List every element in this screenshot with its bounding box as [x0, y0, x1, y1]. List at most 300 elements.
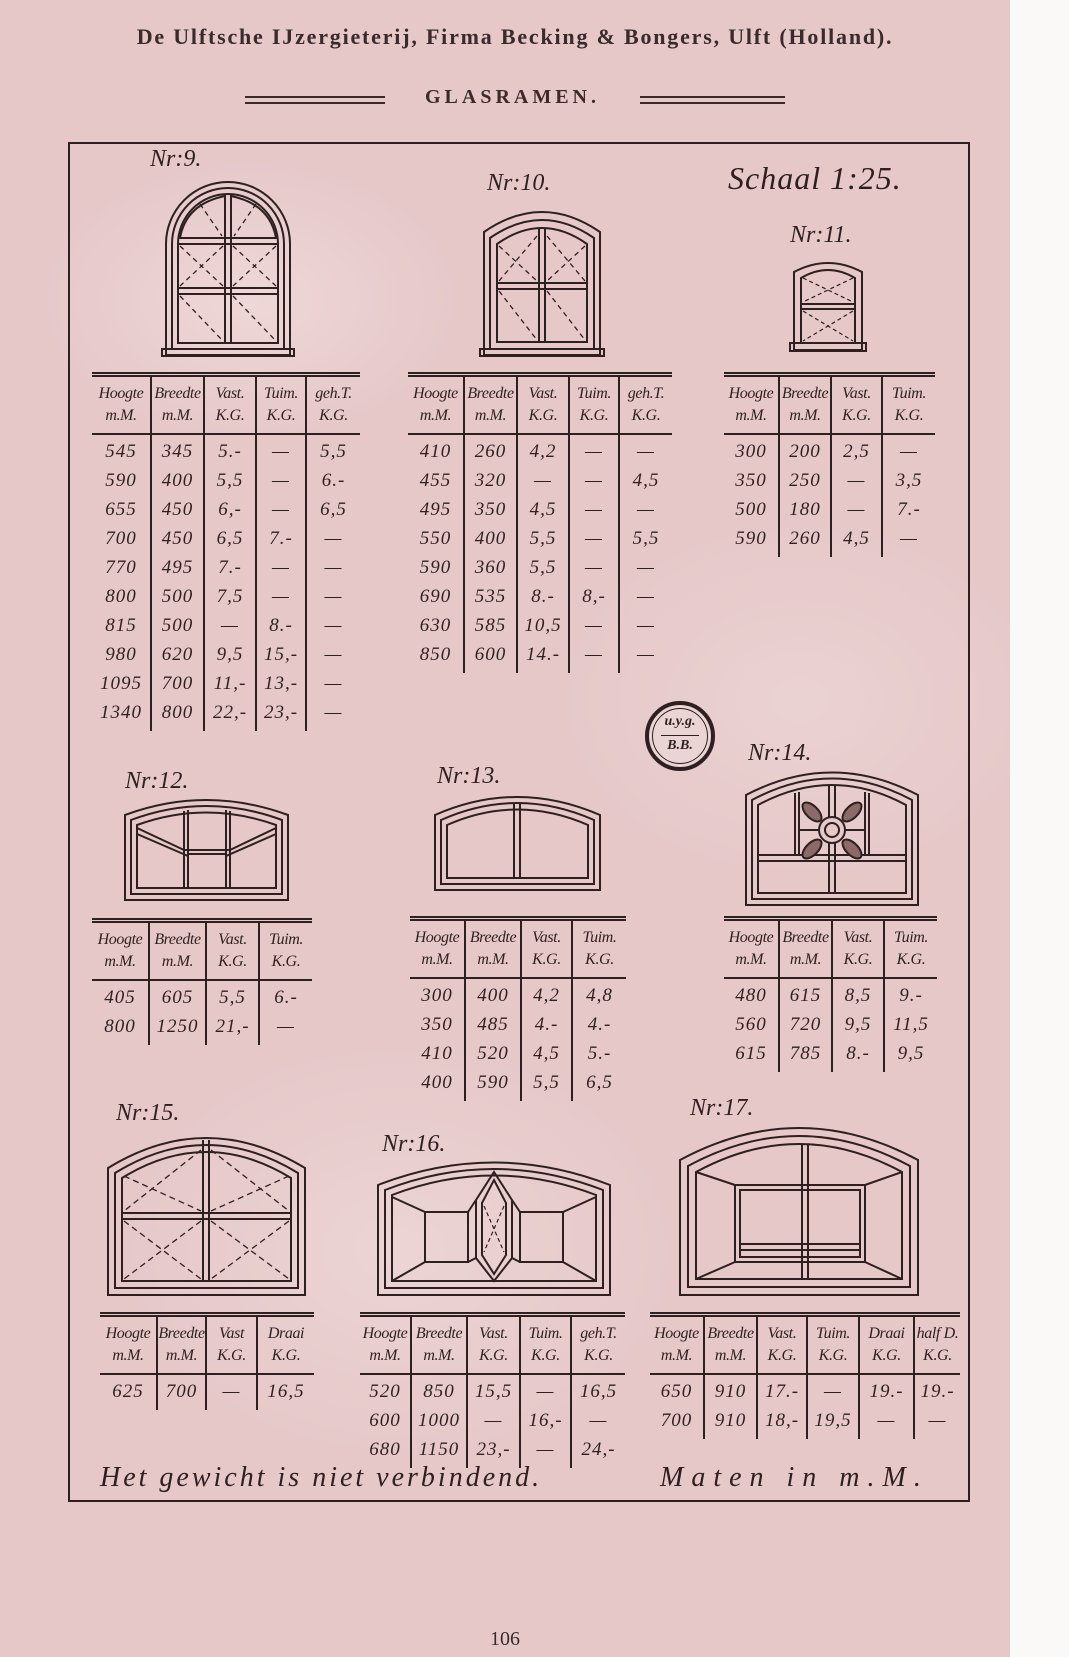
window-label-13: Nr:13.: [437, 763, 501, 789]
table-cell: 545: [92, 435, 152, 470]
table-header-cell: [518, 377, 570, 435]
column-name: Draai: [267, 1325, 305, 1342]
table-header-cell: [152, 377, 205, 435]
table-cell: —: [900, 441, 918, 462]
table-cell: 785: [780, 1043, 833, 1072]
table-cell: 450: [152, 528, 205, 557]
table-cell: 770: [92, 557, 152, 586]
column-name: Tuim.: [268, 931, 304, 948]
weight-disclaimer: Het gewicht is niet verbindend.: [100, 1462, 543, 1493]
table-cell: 4.-: [587, 1014, 612, 1035]
column-unit: K.G.: [528, 407, 558, 424]
table-cell: 910: [705, 1375, 758, 1410]
column-unit: m.M.: [660, 1347, 693, 1364]
table-cell: —: [324, 586, 343, 607]
column-name: Tuim.: [893, 929, 929, 946]
column-unit: m.M.: [789, 951, 822, 968]
table-cell: —: [207, 1375, 258, 1410]
table-cell: 5,5: [205, 470, 257, 499]
table-cell: —: [570, 615, 620, 644]
window-label-14: Nr:14.: [748, 740, 812, 766]
table-cell: 650: [650, 1375, 705, 1410]
table-cell: 5,5: [518, 557, 570, 586]
publisher-heading: De Ulftsche IJzergieterij, Firma Becking & Bongers, Ulft (Holland).: [136, 24, 894, 49]
column-unit: m.M.: [104, 953, 136, 970]
table-cell: 560: [724, 1014, 780, 1043]
table-cell: 350: [724, 470, 780, 499]
table-header-cell: [521, 1317, 572, 1375]
column-unit: m.M.: [735, 951, 767, 968]
column-name: half D.: [916, 1325, 959, 1342]
table-cell: 8,-: [570, 586, 620, 615]
table-cell: 615: [780, 979, 833, 1014]
column-name: Breedte: [154, 385, 201, 402]
table-cell: 19.-: [920, 1381, 955, 1402]
table-cell: 630: [408, 615, 465, 644]
table-cell: 800: [92, 586, 152, 615]
table-header-cell: [92, 377, 152, 435]
table-cell: 360: [465, 557, 518, 586]
table-header-cell: [885, 921, 937, 979]
table-cell: 700: [650, 1410, 705, 1439]
table-cell: 450: [152, 499, 205, 528]
table-cell: 260: [465, 435, 518, 470]
table-cell: 400: [152, 470, 205, 499]
table-cell: —: [570, 557, 620, 586]
table-cell: —: [257, 586, 307, 615]
table-cell: 16,-: [521, 1410, 572, 1439]
table-cell: —: [521, 1439, 572, 1468]
table-header-cell: [257, 377, 307, 435]
stamp-line-1: u.y.g.: [664, 714, 696, 729]
page-number: 106: [490, 1628, 520, 1650]
table-cell: —: [324, 615, 343, 636]
column-name: Draai: [868, 1325, 905, 1342]
table-cell: —: [324, 644, 343, 665]
table-cell: —: [518, 470, 570, 499]
table-cell: —: [637, 499, 655, 520]
table-header-cell: [573, 921, 626, 979]
table-cell: 8,5: [833, 979, 885, 1014]
table-cell: 350: [410, 1014, 466, 1043]
table-cell: 23,-: [257, 702, 307, 731]
window-label-10: Nr:10.: [487, 170, 551, 196]
column-name: Hoogte: [728, 929, 774, 946]
table-cell: 5,5: [522, 1072, 573, 1101]
table-cell: —: [277, 1016, 295, 1037]
table-cell: 345: [152, 435, 205, 470]
table-header-cell: [860, 1317, 915, 1375]
column-unit: m.M.: [161, 407, 194, 424]
table-cell: —: [257, 470, 307, 499]
maker-stamp: [645, 701, 715, 771]
table-cell: 500: [152, 615, 205, 644]
table-cell: 9,5: [833, 1014, 885, 1043]
scan-edge: [1010, 0, 1069, 1657]
weight-table-16: [360, 1312, 625, 1468]
column-unit: m.M.: [161, 953, 194, 970]
table-header-cell: [468, 1317, 521, 1375]
table-header-cell: [307, 377, 360, 435]
table-cell: —: [257, 557, 307, 586]
catalog-frame: [68, 142, 970, 1502]
table-header-cell: [572, 1317, 625, 1375]
table-cell: 19.-: [860, 1375, 915, 1410]
table-cell: 550: [408, 528, 465, 557]
table-cell: —: [570, 470, 620, 499]
table-cell: 6,5: [586, 1072, 613, 1093]
table-header-cell: [158, 1317, 207, 1375]
table-cell: 2,5: [832, 435, 883, 470]
column-name: Tuim.: [576, 385, 612, 402]
table-cell: 7,5: [205, 586, 257, 615]
weight-table-14: [724, 916, 937, 1072]
table-cell: 700: [152, 673, 205, 702]
table-cell: 4,5: [518, 499, 570, 528]
column-name: Breedte: [467, 385, 514, 402]
column-name: Vast.: [532, 929, 561, 946]
table-cell: 850: [412, 1375, 468, 1410]
table-cell: —: [900, 528, 918, 549]
table-cell: 495: [408, 499, 465, 528]
column-name: Vast.: [842, 385, 871, 402]
table-cell: 5,5: [207, 981, 260, 1016]
table-cell: 260: [780, 528, 832, 557]
table-cell: —: [637, 586, 655, 607]
column-name: Hoogte: [97, 931, 143, 948]
table-cell: 590: [92, 470, 152, 499]
table-cell: 8.-: [257, 615, 307, 644]
table-cell: 590: [466, 1072, 522, 1101]
table-cell: 6,5: [320, 499, 347, 520]
table-cell: 15,5: [468, 1375, 521, 1410]
column-name: Vast.: [528, 385, 558, 402]
column-unit: K.G.: [215, 407, 245, 424]
table-cell: 300: [410, 979, 466, 1014]
table-cell: 655: [92, 499, 152, 528]
column-unit: K.G.: [584, 1347, 613, 1364]
table-header-cell: [465, 377, 518, 435]
table-header-cell: [833, 921, 885, 979]
column-name: Hoogte: [654, 1325, 699, 1342]
table-cell: 1250: [150, 1016, 207, 1045]
table-header-cell: [780, 921, 833, 979]
table-cell: 9.-: [899, 985, 923, 1006]
table-cell: —: [521, 1375, 572, 1410]
table-header-cell: [883, 377, 935, 435]
column-unit: K.G.: [266, 407, 296, 424]
table-header-cell: [260, 923, 312, 981]
column-unit: K.G.: [818, 1347, 848, 1364]
table-cell: —: [570, 499, 620, 528]
weight-table-12: [92, 918, 312, 1045]
table-cell: 15,-: [257, 644, 307, 673]
table-cell: 4,2: [522, 979, 573, 1014]
column-name: Hoogte: [728, 385, 774, 402]
table-header-cell: [207, 923, 260, 981]
column-name: geh.T.: [580, 1325, 617, 1342]
table-cell: —: [570, 528, 620, 557]
column-unit: m.M.: [369, 1347, 401, 1364]
table-cell: 6,5: [205, 528, 257, 557]
column-name: Hoogte: [105, 1325, 151, 1342]
title-row: [0, 86, 1010, 116]
column-unit: K.G.: [872, 1347, 901, 1364]
table-header-cell: [705, 1317, 758, 1375]
column-unit: K.G.: [479, 1347, 508, 1364]
table-header-cell: [832, 377, 883, 435]
table-header-cell: [758, 1317, 808, 1375]
table-cell: 8.-: [518, 586, 570, 615]
column-unit: K.G.: [843, 951, 873, 968]
table-cell: 22,-: [205, 702, 257, 731]
table-cell: 600: [360, 1410, 412, 1439]
table-cell: 4,2: [518, 435, 570, 470]
weight-table-15: [100, 1312, 314, 1410]
table-header-cell: [92, 923, 150, 981]
column-name: Vast.: [218, 931, 247, 948]
weight-table-10: [408, 372, 672, 673]
table-cell: —: [324, 673, 343, 694]
stamp-divider: [661, 735, 699, 736]
table-cell: 4,5: [522, 1043, 573, 1072]
table-cell: 16,5: [267, 1381, 305, 1402]
column-name: Vast.: [767, 1325, 797, 1342]
table-cell: 400: [465, 528, 518, 557]
column-unit: m.M.: [789, 407, 821, 424]
table-cell: 200: [780, 435, 832, 470]
table-cell: 24,-: [581, 1439, 616, 1460]
table-cell: 14.-: [518, 644, 570, 673]
table-cell: 300: [724, 435, 780, 470]
table-cell: 6.-: [274, 987, 298, 1008]
table-cell: 400: [410, 1072, 466, 1101]
column-name: Breedte: [154, 931, 201, 948]
units-note: Maten in m.M.: [660, 1462, 929, 1493]
table-cell: 5,5: [518, 528, 570, 557]
table-cell: 535: [465, 586, 518, 615]
column-name: Tuim.: [891, 385, 927, 402]
column-name: Vast.: [215, 385, 245, 402]
table-cell: 4,5: [632, 470, 660, 491]
column-unit: K.G.: [271, 953, 301, 970]
table-cell: 17.-: [758, 1375, 808, 1410]
table-cell: 605: [150, 981, 207, 1016]
column-unit: m.M.: [423, 1347, 455, 1364]
column-unit: K.G.: [923, 1347, 952, 1364]
column-unit: K.G.: [218, 953, 247, 970]
table-cell: 600: [465, 644, 518, 673]
scale-note: Schaal 1:25.: [728, 160, 902, 196]
column-unit: K.G.: [896, 951, 926, 968]
table-cell: 10,5: [518, 615, 570, 644]
table-cell: 850: [408, 644, 465, 673]
column-unit: K.G.: [271, 1347, 301, 1364]
column-unit: m.M.: [419, 407, 452, 424]
column-name: Vast: [218, 1325, 245, 1342]
table-cell: 520: [466, 1043, 522, 1072]
title-rule-left: [245, 96, 385, 104]
table-cell: —: [324, 702, 343, 723]
table-cell: —: [860, 1410, 915, 1439]
table-header-cell: [205, 377, 257, 435]
window-label-11: Nr:11.: [790, 222, 852, 248]
table-header-cell: [808, 1317, 860, 1375]
table-header-cell: [466, 921, 522, 979]
column-name: Vast.: [843, 929, 873, 946]
table-cell: 480: [724, 979, 780, 1014]
table-cell: 4,8: [586, 985, 613, 1006]
column-name: Breedte: [707, 1325, 754, 1342]
table-cell: 485: [466, 1014, 522, 1043]
column-unit: m.M.: [421, 951, 453, 968]
table-cell: —: [570, 435, 620, 470]
table-cell: —: [324, 557, 343, 578]
table-cell: 590: [724, 528, 780, 557]
table-cell: —: [637, 644, 655, 665]
table-header-cell: [207, 1317, 258, 1375]
column-unit: K.G.: [631, 407, 661, 424]
table-cell: 18,-: [758, 1410, 808, 1439]
table-cell: 405: [92, 981, 150, 1016]
column-unit: K.G.: [319, 407, 348, 424]
table-cell: —: [324, 528, 343, 549]
table-cell: 500: [152, 586, 205, 615]
column-unit: m.M.: [105, 407, 137, 424]
table-cell: —: [637, 615, 655, 636]
table-header-cell: [522, 921, 573, 979]
column-name: Tuim.: [582, 929, 617, 946]
table-header-cell: [412, 1317, 468, 1375]
table-cell: —: [832, 499, 883, 528]
table-cell: 1340: [92, 702, 152, 731]
table-cell: —: [205, 615, 257, 644]
table-cell: —: [637, 557, 655, 578]
weight-table-11: [724, 372, 935, 557]
column-name: geh.T.: [627, 385, 665, 402]
table-cell: 410: [408, 435, 465, 470]
table-cell: 5.-: [587, 1043, 612, 1064]
table-header-cell: [915, 1317, 960, 1375]
table-header-cell: [100, 1317, 158, 1375]
table-cell: —: [257, 435, 307, 470]
column-name: Hoogte: [98, 385, 144, 402]
table-cell: —: [257, 499, 307, 528]
column-name: Breedte: [781, 385, 829, 402]
table-cell: 9,5: [205, 644, 257, 673]
table-cell: 410: [410, 1043, 466, 1072]
table-cell: 500: [724, 499, 780, 528]
window-label-15: Nr:15.: [116, 1100, 180, 1126]
table-cell: 455: [408, 470, 465, 499]
table-cell: 520: [360, 1375, 412, 1410]
table-header-cell: [360, 1317, 412, 1375]
table-cell: —: [570, 644, 620, 673]
table-cell: —: [468, 1410, 521, 1439]
column-unit: m.M.: [477, 951, 509, 968]
column-name: Hoogte: [414, 929, 460, 946]
table-cell: 590: [408, 557, 465, 586]
window-label-16: Nr:16.: [382, 1131, 446, 1157]
table-cell: 5,5: [632, 528, 660, 549]
column-name: Breedte: [158, 1325, 205, 1342]
table-cell: —: [928, 1410, 947, 1431]
column-unit: m.M.: [714, 1347, 747, 1364]
table-cell: 400: [466, 979, 522, 1014]
table-cell: 8.-: [833, 1043, 885, 1072]
table-cell: 4.-: [522, 1014, 573, 1043]
table-header-cell: [150, 923, 207, 981]
table-cell: 800: [152, 702, 205, 731]
table-cell: 19,5: [808, 1410, 860, 1439]
table-cell: 7.-: [205, 557, 257, 586]
table-cell: —: [808, 1375, 860, 1410]
table-header-cell: [620, 377, 672, 435]
column-name: geh.T.: [315, 385, 352, 402]
table-cell: 11,-: [205, 673, 257, 702]
table-cell: —: [589, 1410, 608, 1431]
table-header-cell: [724, 921, 780, 979]
table-cell: 320: [465, 470, 518, 499]
table-cell: 680: [360, 1439, 412, 1468]
table-header-cell: [780, 377, 832, 435]
window-label-17: Nr:17.: [690, 1095, 754, 1121]
window-label-9: Nr:9.: [150, 146, 202, 172]
table-cell: 23,-: [468, 1439, 521, 1468]
table-cell: 1000: [412, 1410, 468, 1439]
column-unit: K.G.: [842, 407, 871, 424]
column-name: Breedte: [469, 929, 517, 946]
title-rule-right: [640, 96, 785, 104]
column-name: Vast.: [479, 1325, 508, 1342]
table-cell: 700: [92, 528, 152, 557]
column-unit: K.G.: [767, 1347, 797, 1364]
table-cell: 180: [780, 499, 832, 528]
table-cell: —: [832, 470, 883, 499]
column-unit: m.M.: [112, 1347, 144, 1364]
column-unit: K.G.: [579, 407, 609, 424]
table-cell: 9,5: [897, 1043, 925, 1064]
table-header-cell: [570, 377, 620, 435]
table-cell: 625: [100, 1375, 158, 1410]
column-unit: K.G.: [894, 407, 924, 424]
column-unit: K.G.: [585, 951, 614, 968]
column-unit: K.G.: [217, 1347, 246, 1364]
column-name: Hoogte: [362, 1325, 408, 1342]
column-name: Breedte: [415, 1325, 463, 1342]
table-cell: 980: [92, 644, 152, 673]
column-unit: K.G.: [531, 1347, 560, 1364]
column-name: Tuim.: [263, 385, 299, 402]
table-header-cell: [408, 377, 465, 435]
table-cell: 5.-: [205, 435, 257, 470]
table-cell: 11,5: [893, 1014, 929, 1035]
table-cell: 720: [780, 1014, 833, 1043]
table-header-cell: [650, 1317, 705, 1375]
table-cell: 700: [158, 1375, 207, 1410]
table-cell: 910: [705, 1410, 758, 1439]
table-cell: 1150: [412, 1439, 468, 1468]
table-cell: 4,5: [832, 528, 883, 557]
table-cell: 7.-: [897, 499, 921, 520]
table-cell: 250: [780, 470, 832, 499]
weight-table-13: [410, 916, 626, 1101]
table-cell: 13,-: [257, 673, 307, 702]
table-cell: 3,5: [895, 470, 923, 491]
table-cell: 690: [408, 586, 465, 615]
table-cell: 7.-: [257, 528, 307, 557]
table-cell: 615: [724, 1043, 780, 1072]
